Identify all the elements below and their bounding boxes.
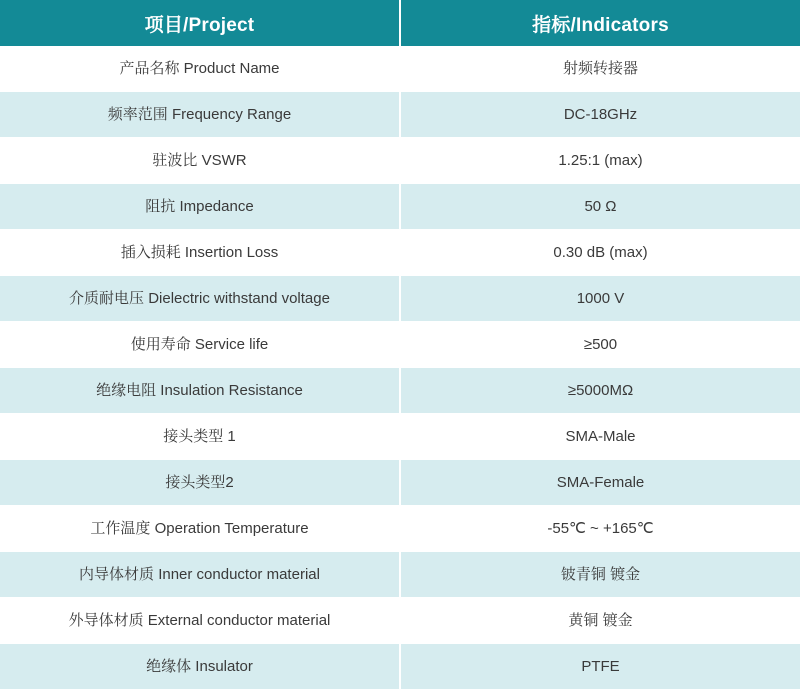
- cell-indicator: 1000 V: [400, 276, 800, 322]
- table-row: [0, 552, 800, 598]
- cell-project: 绝缘电阻 Insulation Resistance: [0, 368, 400, 414]
- table-row: [0, 184, 800, 230]
- cell-indicator: 0.30 dB (max): [400, 230, 800, 276]
- cell-project: 内导体材质 Inner conductor material: [0, 552, 400, 598]
- table-row: [0, 230, 800, 276]
- column-header-indicators: 指标/Indicators: [400, 0, 800, 46]
- table-row: [0, 322, 800, 368]
- cell-project: 接头类型2: [0, 460, 400, 506]
- table-row: [0, 460, 800, 506]
- table-body: [0, 46, 800, 690]
- cell-indicator: ≥500: [400, 322, 800, 368]
- cell-indicator: 50 Ω: [400, 184, 800, 230]
- cell-indicator: ≥5000MΩ: [400, 368, 800, 414]
- cell-project: 外导体材质 External conductor material: [0, 598, 400, 644]
- cell-indicator: 黄铜 镀金: [400, 598, 800, 644]
- table-row: [0, 46, 800, 92]
- cell-project: 阻抗 Impedance: [0, 184, 400, 230]
- cell-indicator: PTFE: [400, 644, 800, 690]
- cell-project: 绝缘体 Insulator: [0, 644, 400, 690]
- table-row: [0, 506, 800, 552]
- cell-project: 工作温度 Operation Temperature: [0, 506, 400, 552]
- table-row: [0, 368, 800, 414]
- table-row: [0, 92, 800, 138]
- table-row: [0, 644, 800, 690]
- cell-indicator: SMA-Male: [400, 414, 800, 460]
- cell-indicator: SMA-Female: [400, 460, 800, 506]
- cell-indicator: -55℃ ~ +165℃: [400, 506, 800, 552]
- cell-project: 接头类型 1: [0, 414, 400, 460]
- cell-project: 产品名称 Product Name: [0, 46, 400, 92]
- cell-project: 频率范围 Frequency Range: [0, 92, 400, 138]
- table-row: [0, 414, 800, 460]
- table-header-row: [0, 0, 800, 46]
- table-row: [0, 276, 800, 322]
- cell-project: 驻波比 VSWR: [0, 138, 400, 184]
- cell-indicator: DC-18GHz: [400, 92, 800, 138]
- table-row: [0, 138, 800, 184]
- cell-indicator: 射频转接器: [400, 46, 800, 92]
- cell-project: 介质耐电压 Dielectric withstand voltage: [0, 276, 400, 322]
- table-header: [0, 0, 800, 46]
- cell-indicator: 铍青铜 镀金: [400, 552, 800, 598]
- column-header-project: 项目/Project: [0, 0, 400, 46]
- cell-project: 使用寿命 Service life: [0, 322, 400, 368]
- table-row: [0, 598, 800, 644]
- cell-project: 插入损耗 Insertion Loss: [0, 230, 400, 276]
- cell-indicator: 1.25:1 (max): [400, 138, 800, 184]
